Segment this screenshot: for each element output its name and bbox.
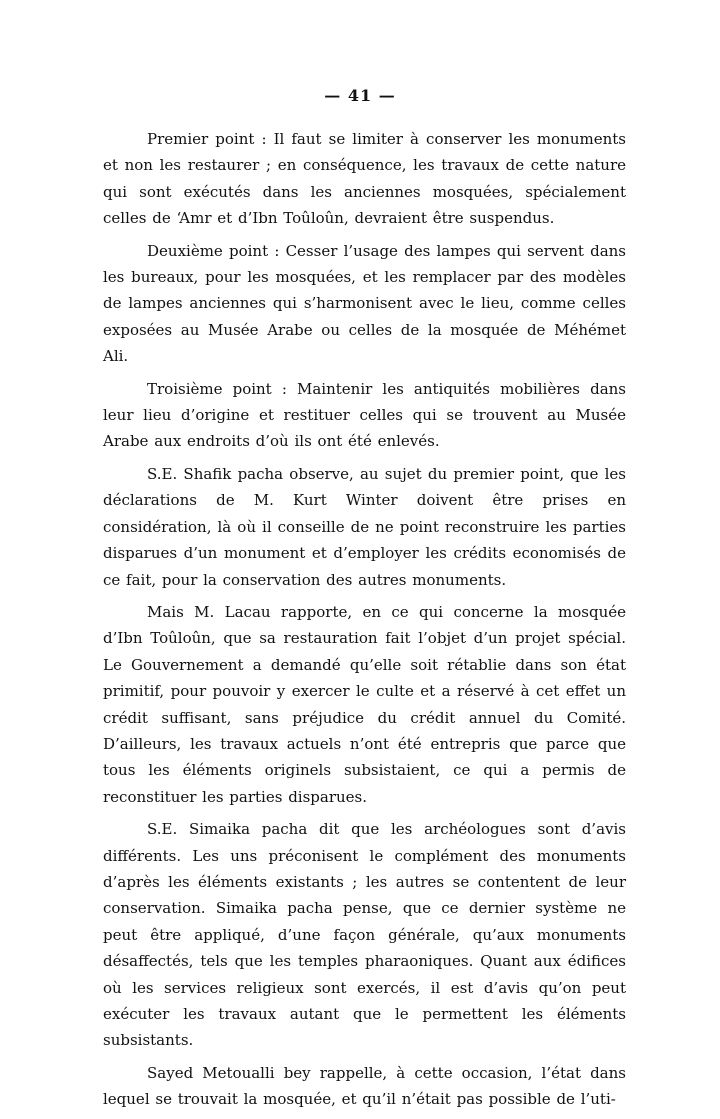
paragraph-deuxieme-point: Deuxième point : Cesser l’usage des lampes qui servent dans les bureaux, pour les mosquées, et les remplacer par des modèles de lampes anciennes qui s’harmonisent avec le lieu, comme celles exposées au Musée Arabe ou celles de la mosquée de Méhémet Ali. [103,241,626,366]
paragraph-lacau: Mais M. Lacau rapporte, en ce qui concerne la mosquée d’Ibn Toûloûn, que sa restauration fait l’objet d’un projet spécial. Le Gouvernement a demandé qu’elle soit rétablie dans son état primitif, pour pouvoir y exercer le culte et a réservé à cet effet un crédit suffisant, sans préjudice du crédit annuel du Comité. D’ailleurs, les travaux actuels n’ont été entrepris que parce que tous les éléments originels subsistaient, ce qui a permis de reconstituer les parties disparues. [103,602,626,806]
paragraph-shafik-pacha: S.E. Shafik pacha observe, au sujet du premier point, que les déclarations de M. Kurt Winter doivent être prises en considération, là où il conseille de ne point reconstruire les parties disparues d’un monument et d’employer les crédits economisés de ce fait, pour la conservation des autres monuments. [103,464,626,589]
paragraph-troisieme-point: Troisième point : Maintenir les antiquités mobilières dans leur lieu d’origine et restituer celles qui se trouvent au Musée Arabe aux endroits d’où ils ont été enlevés. [103,379,626,451]
page-number: — 41 — [324,86,396,105]
body-text [103,126,626,1119]
paragraph-premier-point: Premier point : Il faut se limiter à conserver les monuments et non les restaurer ; en conséquence, les travaux de cette nature qui sont exécutés dans les anciennes mosquées, spécialement celles de ‘Amr et d’Ibn Toûloûn, devraient être suspendus. [103,130,626,228]
paragraph-simaika-pacha: S.E. Simaika pacha dit que les archéologues sont d’avis différents. Les uns préconisent le complément des monuments d’après les éléments existants ; les autres se contentent de leur conservation. Simaika pacha pense, que ce dernier système ne peut être appliqué, d’une façon générale, qu’aux monuments désaffectés, tels que les temples pharaoniques. Quant aux édifices où les services religieux sont exercés, il est d’avis qu’on peut exécuter les travaux autant que le permettent les éléments subsistants. [103,820,626,1050]
paragraph-sayed-metoualli: Sayed Metoualli bey rappelle, à cette occasion, l’état dans lequel se trouvait la mosquée, et qu’il n’était pas possible de l’uti- [103,1063,626,1109]
